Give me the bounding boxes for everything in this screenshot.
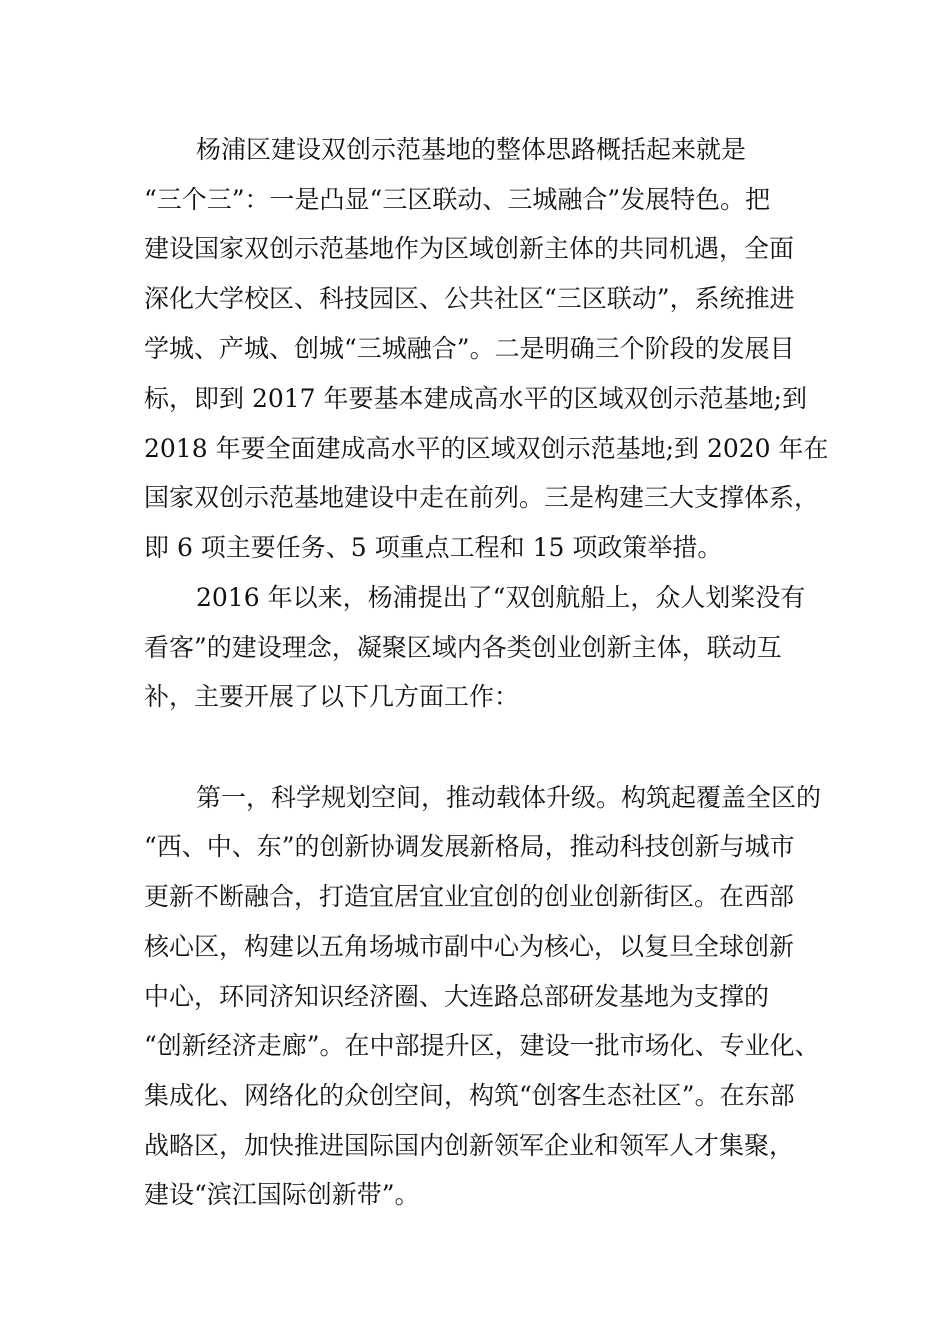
text-line: 2018 年要全面建成高水平的区域双创示范基地;到 2020 年在 [144,434,829,463]
text-line: 即 6 项主要任务、5 项重点工程和 15 项政策举措。 [144,533,723,562]
text-line: 标，即到 2017 年要基本建成高水平的区域双创示范基地;到 [144,384,807,413]
text-line: 第一，科学规划空间，推动载体升级。构筑起覆盖全区的 [196,783,822,812]
text-line: 集成化、网络化的众创空间，构筑“创客生态社区”。在东部 [144,1081,795,1110]
text-line: “西、中、东”的创新协调发展新格局，推动科技创新与城市 [144,832,795,861]
text-line: 杨浦区建设双创示范基地的整体思路概括起来就是 [196,135,747,164]
text-line: 核心区，构建以五角场城市副中心为核心，以复旦全球创新 [144,932,795,961]
text-line: 中心，环同济知识经济圈、大连路总部研发基地为支撑的 [144,982,770,1011]
text-line: 深化大学校区、科技园区、公共社区“三区联动”，系统推进 [144,284,795,313]
text-line: “三个三”：一是凸显“三区联动、三城融合”发展特色。把 [144,185,771,214]
text-line: 2016 年以来，杨浦提出了“双创航船上，众人划桨没有 [196,583,806,612]
text-line: 建设国家双创示范基地作为区域创新主体的共同机遇，全面 [144,234,795,263]
text-line: 国家双创示范基地建设中走在前列。三是构建三大支撑体系， [144,483,820,512]
text-line: 更新不断融合，打造宜居宜业宜创的创业创新街区。在西部 [144,882,795,911]
text-line: 看客”的建设理念，凝聚区域内各类创业创新主体，联动互 [144,633,782,662]
text-line: “创新经济走廊”。在中部提升区，建设一批市场化、专业化、 [144,1031,820,1060]
text-line: 学城、产城、创城“三城融合”。二是明确三个阶段的发展目 [144,334,795,363]
text-line: 建设“滨江国际创新带”。 [144,1180,420,1209]
text-line: 战略区，加快推进国际国内创新领军企业和领军人才集聚， [144,1131,795,1160]
text-line: 补，主要开展了以下几方面工作： [144,682,520,711]
